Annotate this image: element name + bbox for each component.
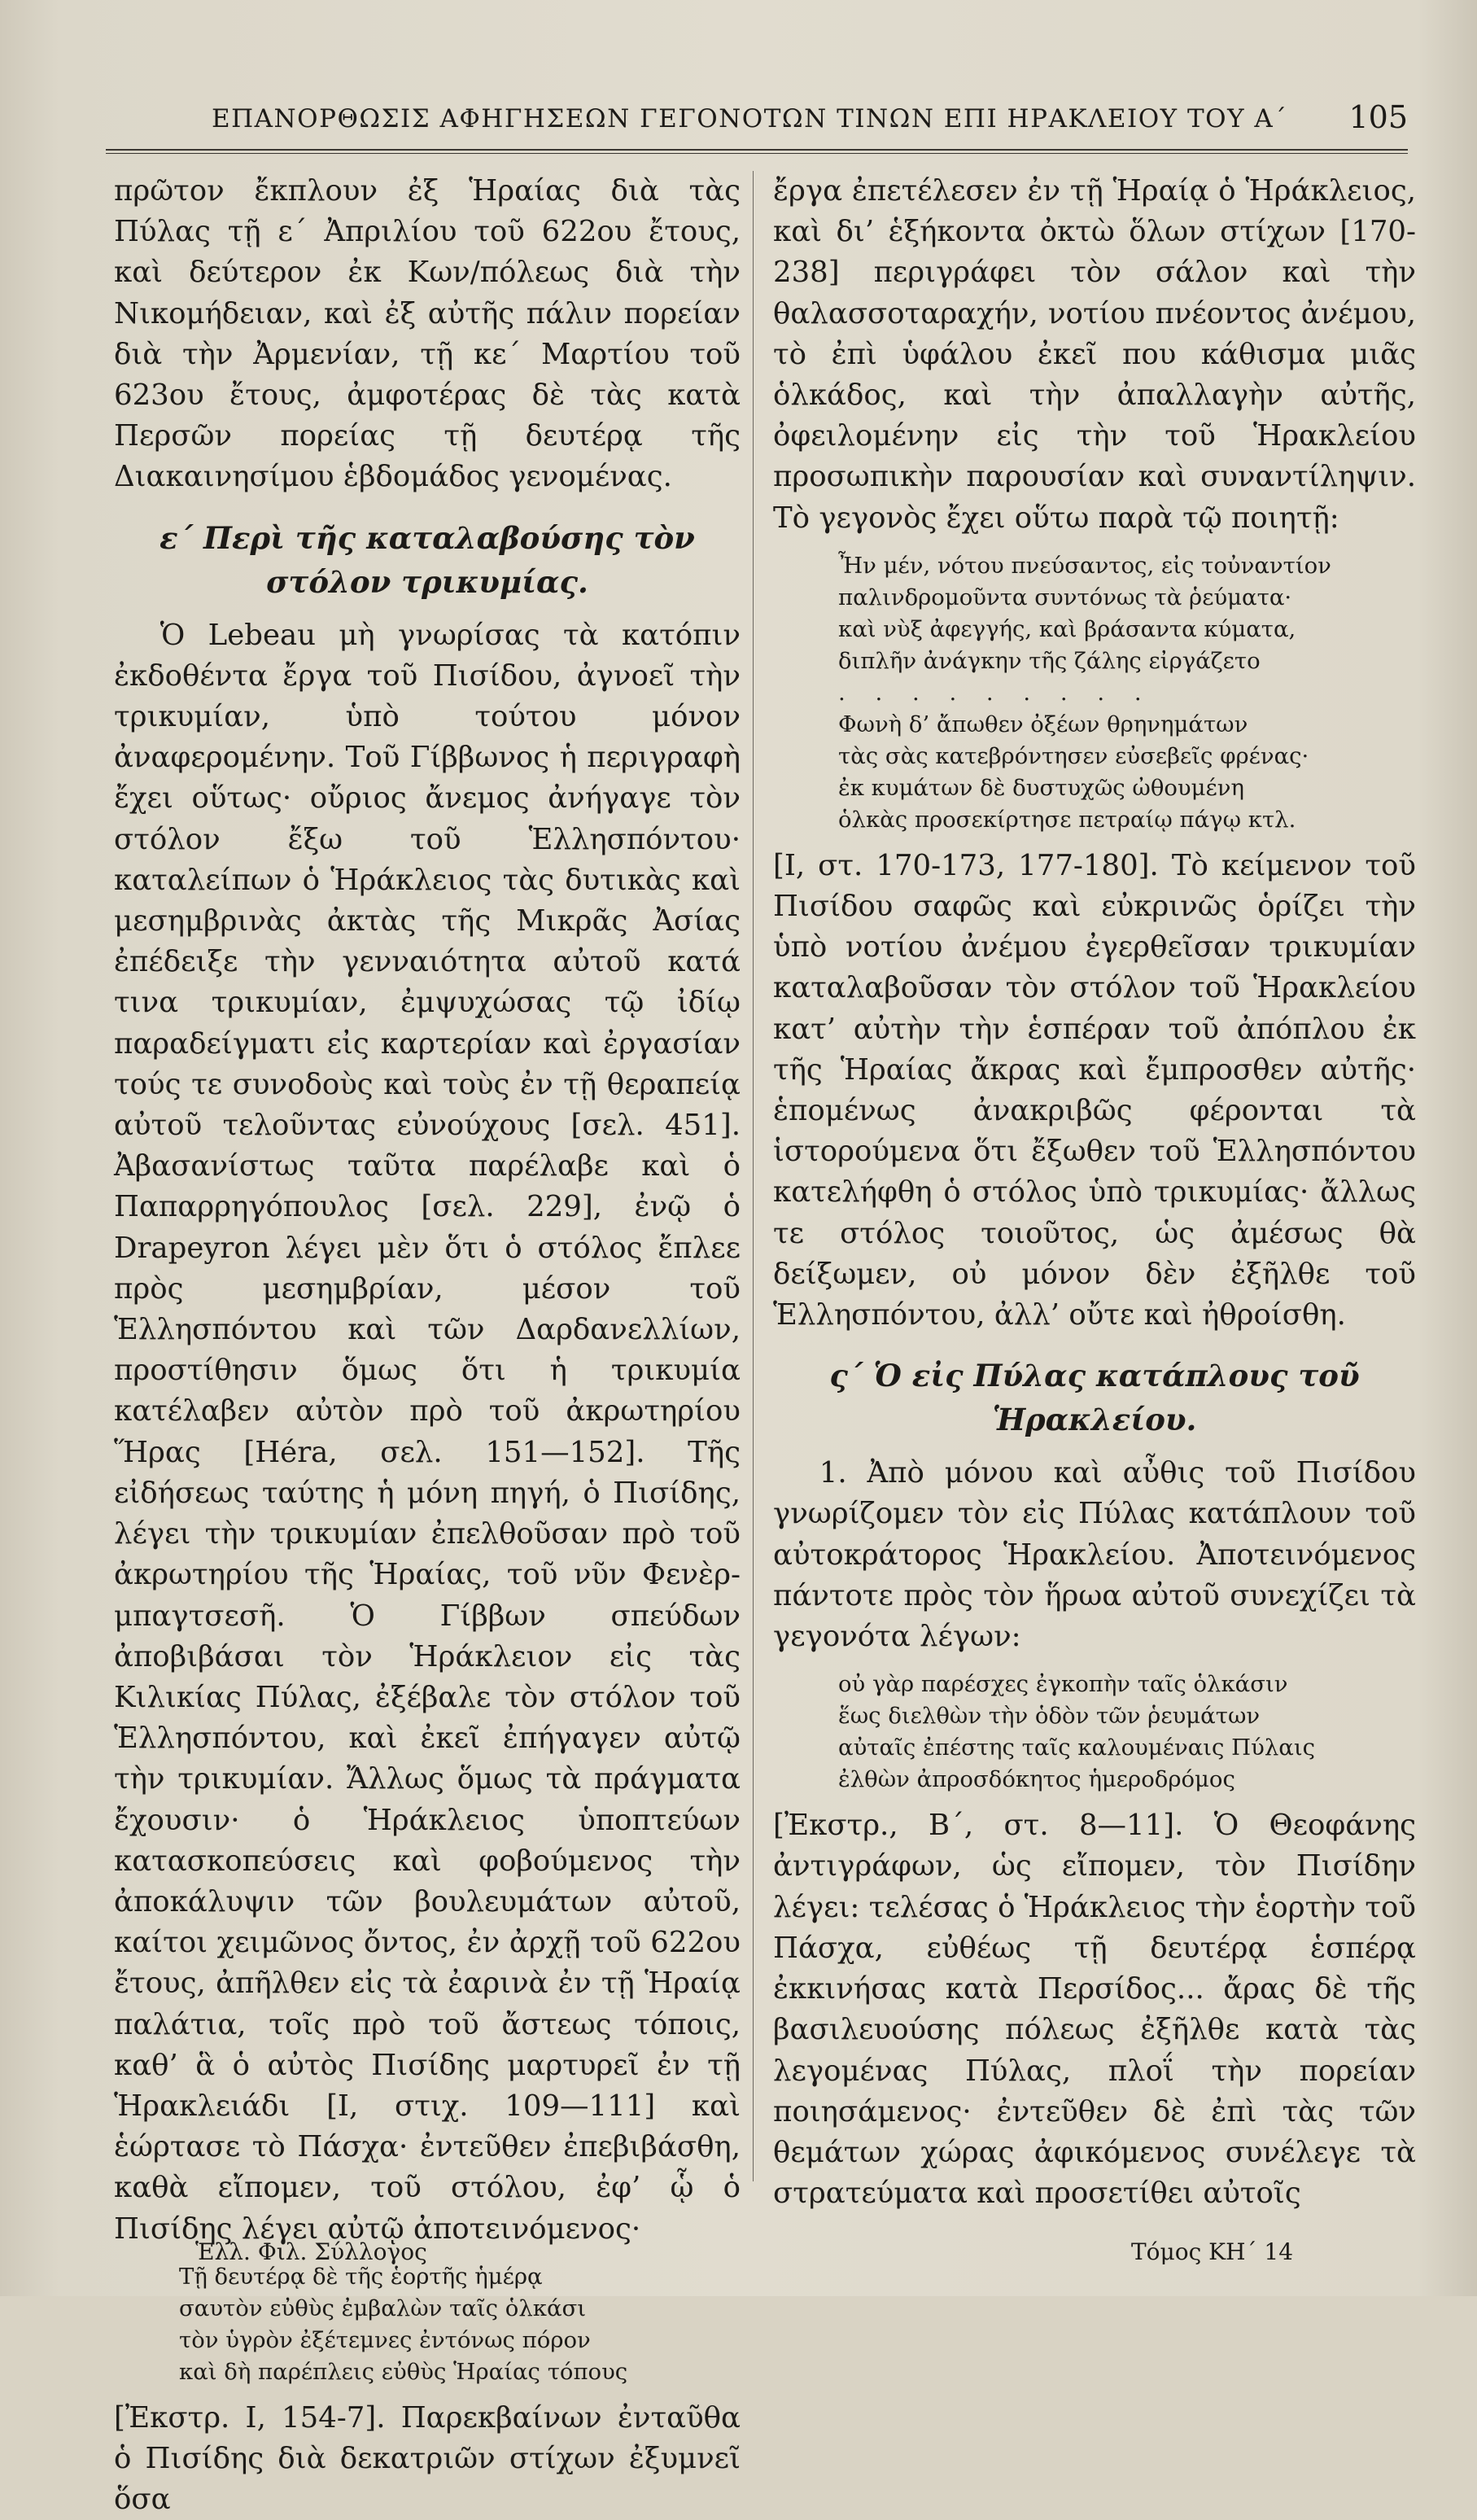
running-head: ΕΠΑΝΟΡΘΩΣΙΣ ΑΦΗΓΗΣΕΩΝ ΓΕΓΟΝΟΤΩΝ ΤΙΝΩΝ ΕΠΙ ΗΡΑΚΛΕΙΟΥ ΤΟΥ Α΄ bbox=[212, 104, 1288, 133]
paragraph-erga: ἔργα ἐπετέλεσεν ἐν τῇ Ἡραίᾳ ὁ Ἡράκλειος, καὶ δι’ ἑξήκοντα ὀκτὼ ὅλων στίχων [170-238] περιγράφει τὸν σάλον καὶ τὴν θαλασσοταραχήν, νοτίου πνέοντος ἀνέμου, τὸ ἐπὶ ὑφάλου ἐκεῖ που κάθισμα μιᾶς ὁλκάδος, καὶ τὴν ἀπαλλαγὴν αὐτῆς, ὀφειλομένην εἰς τὴν τοῦ Ἡρακλείου προσωπικὴν παρουσίαν καὶ συναντίληψιν. Τὸ γεγονὸς ἔχει οὕτω παρὰ τῷ ποιητῇ: bbox=[773, 174, 1416, 535]
section-heading-e: ε΄ Περὶ τῆς καταλαβούσης τὸν στόλον τρικυμίας. bbox=[159, 519, 695, 600]
paragraph-final: [Ἐκστρ., Β΄, στ. 8—11]. Ὁ Θεοφάνης ἀντιγράφων, ὡς εἴπομεν, τὸν Πισίδην λέγει: τελέσας ὁ Ἡράκλειος τὴν ἑορτὴν τοῦ Πάσχα, εὐθέως τῇ δευτέρᾳ ἑσπέρᾳ ἐκκινήσας κατὰ Περσίδος... ἄρας δὲ τῆς βασιλευούσης πόλεως ἐξῆλθε κατὰ τὰς λεγομένας Πύλας, πλοΐ τὴν πορείαν ποιησάμενος· ἐντεῦθεν δὲ ἐπὶ τὰς τῶν θεμάτων χώρας ἀφικόμενος συνέλεγε τὰ στρατεύματα καὶ προσετίθει αὐτοῖς bbox=[773, 1809, 1416, 2211]
column-divider bbox=[753, 171, 754, 2181]
paragraph-lebeau: Ὁ Lebeau μὴ γνωρίσας τὰ κατόπιν ἐκδοθέντα ἔργα τοῦ Πισίδου, ἀγνοεῖ τὴν τρικυμίαν, ὑπὸ τούτου μόνον ἀναφερομένην. Τοῦ Γίββωνος ἡ περιγραφὴ ἔχει οὕτως· οὔριος ἄνεμος ἀνήγαγε τὸν στόλον ἔξω τοῦ Ἑλλησπόντου· καταλείπων ὁ Ἡράκλειος τὰς δυτικὰς καὶ μεσημβρινὰς ἀκτὰς τῆς Μικρᾶς Ἀσίας ἐπέδειξε τὴν γενναιότητα αὐτοῦ κατά τινα τρικυμίαν, ἐμψυχώσας τῷ ἰδίῳ παραδείγματι εἰς καρτερίαν καὶ ἐργασίαν τούς τε συνοδοὺς καὶ τοὺς ἐν τῇ θεραπείᾳ αὐτοῦ τελοῦντας εὐνούχους [σελ. 451]. Ἀβασανίστως ταῦτα παρέλαβε καὶ ὁ Παπαρρηγόπουλος [σελ. 229], ἐνῷ ὁ Drapeyron λέγει μὲν ὅτι ὁ στόλος ἔπλεε πρὸς μεσημβρίαν, μέσον τοῦ Ἑλλησπόντου καὶ τῶν Δαρδανελλίων, προστίθησιν ὅμως ὅτι ἡ τρικυμία κατέλαβεν αὐτὸν πρὸ τοῦ ἀκρωτηρίου Ἥρας [Héra, σελ. 151—152]. Τῆς εἰδήσεως ταύτης ἡ μόνη πηγή, ὁ Πισίδης, λέγει τὴν τρικυμίαν ἐπελθοῦσαν πρὸ τοῦ ἀκρωτηρίου τῆς Ἡραίας, τοῦ νῦν Φενὲρ-μπαγτσεσῆ. Ὁ Γίββων σπεύδων ἀποβιβάσαι τὸν Ἡράκλειον εἰς τὰς Κιλικίας Πύλας, ἐξέβαλε τὸν στόλον τοῦ Ἑλλησπόντου, καὶ ἐκεῖ ἐπήγαγεν αὐτῷ τὴν τρικυμίαν. Ἄλλως ὅμως τὰ πράγματα ἔχουσιν· ὁ Ἡράκλειος ὑποπτεύων κατασκοπεύσεις καὶ φοβούμενος τὴν ἀποκάλυψιν τῶν βουλευμάτων αὐτοῦ, καίτοι χειμῶνος ὄντος, ἐν ἀρχῇ τοῦ 622ου ἔτους, ἀπῆλθεν εἰς τὰ ἐαρινὰ ἐν τῇ Ἡραίᾳ παλάτια, τοῖς πρὸ τοῦ ἄστεως τόποις, καθ’ ἃ ὁ αὐτὸς Πισίδης μαρτυρεῖ ἐν τῇ Ἡρακλειάδι [Ι, στιχ. 109—111] καὶ ἑώρτασε τὸ Πάσχα· ἐντεῦθεν ἐπεβιβάσθη, καθὰ εἴπομεν, τοῦ στόλου, ἐφ’ ᾧ ὁ Πισίδης λέγει αὐτῷ ἀποτεινόμενος· bbox=[114, 618, 741, 2246]
verse-line: ἕως διελθὼν τὴν ὁδὸν τῶν ῥευμάτων bbox=[838, 1703, 1261, 1730]
verse-line: ἐκ κυμάτων δὲ δυστυχῶς ὠθουμένη bbox=[838, 774, 1244, 801]
verse-quote-2 bbox=[838, 550, 1416, 836]
verse-quote-1 bbox=[179, 2261, 741, 2388]
verse-line: Ἦν μέν, νότου πνεύσαντος, εἰς τοὐναντίον bbox=[838, 552, 1331, 579]
header-rule bbox=[106, 149, 1408, 154]
left-column bbox=[114, 171, 741, 2520]
verse-line: οὐ γὰρ παρέσχες ἐγκοπὴν ταῖς ὁλκάσιν bbox=[838, 1671, 1288, 1698]
verse-line: παλινδρομοῦντα συντόνως τὰ ῥεύματα· bbox=[838, 584, 1292, 610]
verse-line: Φωνὴ δ’ ἄπωθεν ὀξέων θρηνημάτων bbox=[838, 711, 1248, 737]
paragraph-text: [Ι, στ. 170-173, 177-180]. Τὸ κείμενον τοῦ Πισίδου σαφῶς καὶ εὐκρινῶς ὁρίζει τὴν ὑπὸ νοτίου ἀνέμου ἐγερθεῖσαν τρικυμίαν καταλαβοῦσαν τὸν στόλον τοῦ Ἡρακλείου κατ’ αὐτὴν τὴν ἑσπέραν τοῦ ἀπόπλου ἐκ τῆς Ἡραίας ἄκρας καὶ ἔμπροσθεν αὐτῆς· ἑπομένως ἀνακριβῶς φέρονται τὰ ἱστορούμενα ὅτι ἔξωθεν τοῦ Ἑλλησπόντου κατελήφθη ὁ στόλος ὑπὸ τρικυμίας· ἄλλως τε στόλος τοιοῦτος, ὡς ἀμέσως θὰ δείξωμεν, οὐ μόνον δὲν ἐξῆλθε τοῦ Ἑλλησπόντου, ἀλλ’ οὔτε καὶ ἠθροίσθη. bbox=[773, 848, 1416, 1332]
verse-line: σαυτὸν εὐθὺς ἐμβαλὼν ταῖς ὁλκάσι bbox=[179, 2295, 587, 2321]
footer-publisher: Ἑλλ. Φιλ. Σύλλογος bbox=[195, 2238, 427, 2265]
right-column bbox=[773, 171, 1416, 2214]
footer-volume: Τόμος ΚΗ΄ 14 bbox=[1131, 2238, 1294, 2265]
verse-line: καὶ δὴ παρέπλεις εὐθὺς Ἡραίας τόπους bbox=[179, 2358, 628, 2385]
verse-line: Τῇ δευτέρᾳ δὲ τῆς ἑορτῆς ἡμέρᾳ bbox=[179, 2263, 543, 2290]
verse-line: τὸν ὑγρὸν ἐξέτεμνες ἐντόνως πόρον bbox=[179, 2326, 591, 2353]
verse-ellipsis: . . . . . . . . . bbox=[838, 679, 1153, 706]
verse-line: ἐλθὼν ἀπροσδόκητος ἡμεροδρόμος bbox=[838, 1766, 1235, 1793]
paragraph-apo: 1. Ἀπὸ μόνου καὶ αὖθις τοῦ Πισίδου γνωρίζομεν τὸν εἰς Πύλας κατάπλουν τοῦ αὐτοκράτορος Ἡρακλείου. Ἀποτεινόμενος πάντοτε πρὸς τὸν ἥρωα αὐτοῦ συνεχίζει τὰ γεγονότα λέγων: bbox=[773, 1456, 1416, 1654]
verse-quote-3 bbox=[838, 1669, 1416, 1796]
page-header bbox=[163, 96, 1408, 145]
section-heading-st: ς΄ Ὁ εἰς Πύλας κατάπλους τοῦ Ἡρακλείου. bbox=[829, 1358, 1360, 1438]
verse-line: ὁλκὰς προσεκίρτησε πετραίῳ πάγῳ κτλ. bbox=[838, 806, 1296, 833]
paragraph-ekstr: [Ἐκστρ. Ι, 154-7]. Παρεκβαίνων ἐνταῦθα ὁ Πισίδης διὰ δεκατριῶν στίχων ἐξυμνεῖ ὅσα bbox=[114, 2400, 741, 2517]
verse-line: καὶ νὺξ ἀφεγγής, καὶ βράσαντα κύματα, bbox=[838, 615, 1296, 642]
verse-line: τὰς σὰς κατεβρόντησεν εὐσεβεῖς φρένας· bbox=[838, 742, 1309, 769]
paragraph-intro: πρῶτον ἔκπλουν ἐξ Ἡραίας διὰ τὰς Πύλας τῇ ε΄ Ἀπριλίου τοῦ 622ου ἔτους, καὶ δεύτερον ἐκ Κων/πόλεως διὰ τὴν Νικομήδειαν, καὶ ἐξ αὐτῆς πάλιν πορείαν διὰ τὴν Ἀρμενίαν, τῇ κε΄ Μαρτίου τοῦ 623ου ἔτους, ἀμφοτέρας δὲ τὰς κατὰ Περσῶν πορείας τῇ δευτέρᾳ τῆς Διακαινησίμου ἑβδομάδος γενομένας. bbox=[114, 174, 741, 494]
verse-line: αὐταῖς ἐπέστης ταῖς καλουμέναις Πύλαις bbox=[838, 1735, 1316, 1761]
verse-line: διπλῆν ἀνάγκην τῆς ζάλης εἰργάζετο bbox=[838, 647, 1261, 674]
page-number: 105 bbox=[1348, 99, 1408, 135]
